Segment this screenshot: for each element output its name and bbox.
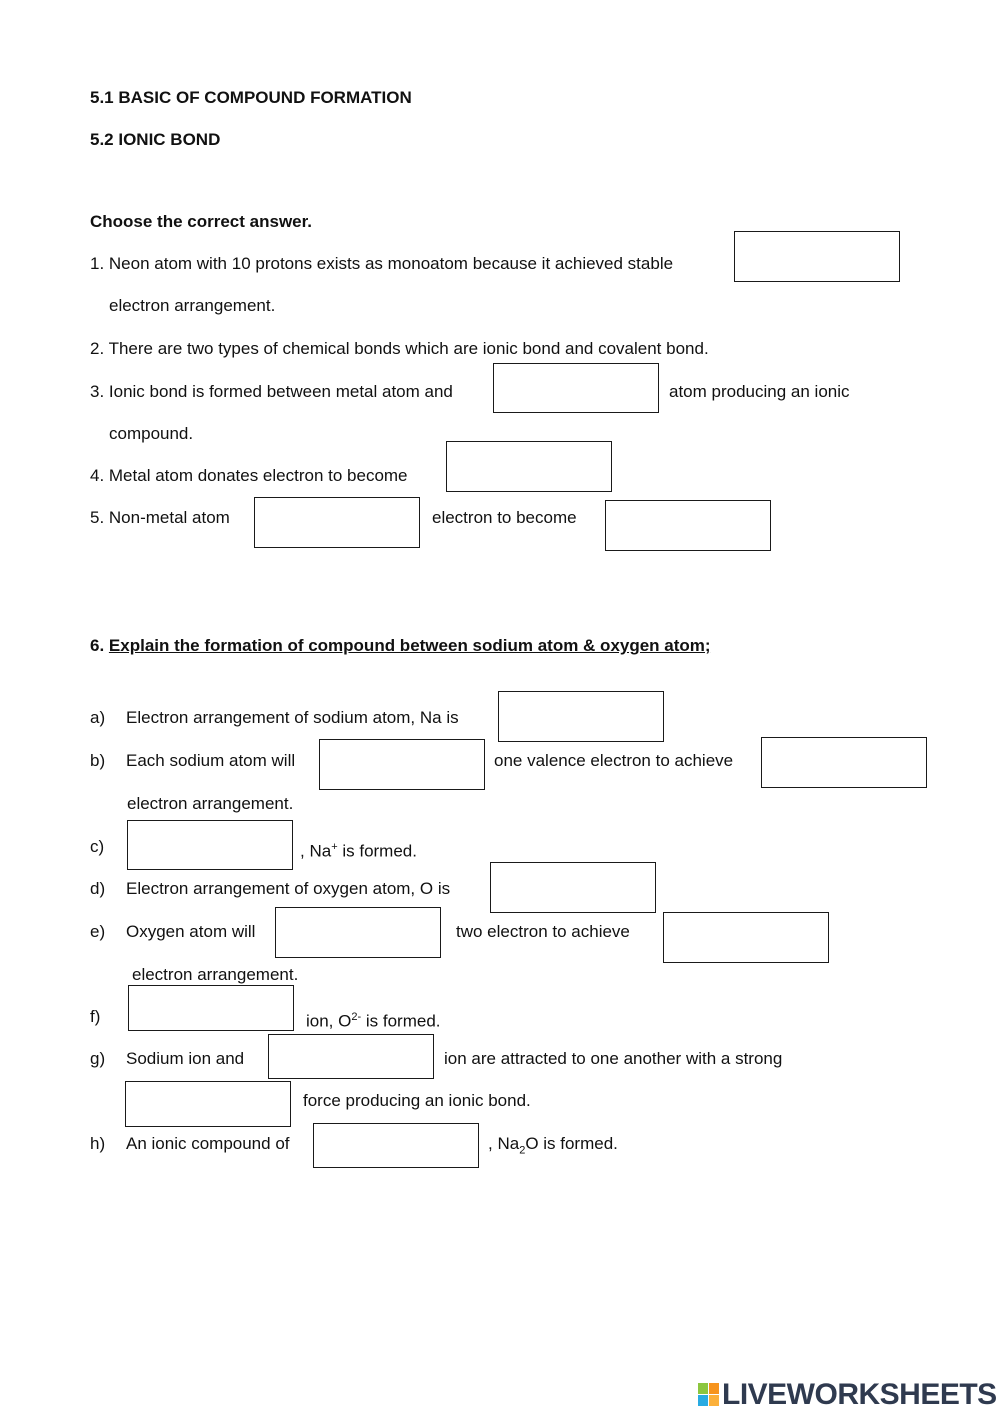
question-6-heading: [90, 636, 711, 656]
item-b-label: b): [90, 751, 106, 770]
answer-box-b-2[interactable]: [761, 737, 927, 788]
question-1-continuation: electron arrangement.: [109, 296, 276, 315]
answer-box-q3[interactable]: [493, 363, 659, 413]
question-1-text: 1. Neon atom with 10 protons exists as monoatom because it achieved stable: [90, 254, 674, 273]
heading-basic-compound-formation: 5.1 BASIC OF COMPOUND FORMATION: [90, 88, 412, 107]
item-b-text: Each sodium atom will: [126, 751, 296, 770]
logo-tile-yellow: [709, 1395, 719, 1406]
item-b-continuation: electron arrangement.: [127, 794, 294, 813]
answer-box-q4[interactable]: [446, 441, 612, 492]
answer-box-b-1[interactable]: [319, 739, 485, 790]
answer-box-g-2[interactable]: [125, 1081, 291, 1127]
answer-box-h[interactable]: [313, 1123, 479, 1168]
item-h-label: h): [90, 1134, 106, 1153]
logo-tile-green: [698, 1383, 708, 1394]
item-h-text: An ionic compound of: [126, 1134, 290, 1153]
item-f-text: [306, 1007, 441, 1032]
question-5-text-middle: electron to become: [432, 508, 577, 527]
answer-box-q1[interactable]: [734, 231, 900, 282]
answer-box-q5-1[interactable]: [254, 497, 420, 548]
question-6-number: 6.: [90, 636, 105, 655]
question-3-text-after: atom producing an ionic: [669, 382, 850, 401]
item-g-text: Sodium ion and: [126, 1049, 245, 1068]
item-g-text-middle: ion are attracted to one another with a strong: [444, 1049, 783, 1068]
answer-box-q5-2[interactable]: [605, 500, 771, 551]
item-c-label: c): [90, 837, 105, 856]
item-a-label: a): [90, 708, 106, 727]
item-h-text-post: O is formed.: [525, 1134, 618, 1153]
question-3-text: 3. Ionic bond is formed between metal atom and: [90, 382, 453, 401]
question-2-text: 2. There are two types of chemical bonds which are ionic bond and covalent bond.: [90, 339, 709, 358]
item-h-subscript: 2: [519, 1144, 526, 1157]
item-e-label: e): [90, 922, 106, 941]
heading-ionic-bond: 5.2 IONIC BOND: [90, 130, 221, 149]
answer-box-g-1[interactable]: [268, 1034, 434, 1079]
answer-box-a[interactable]: [498, 691, 664, 742]
answer-box-c[interactable]: [127, 820, 293, 870]
logo-tile-blue: [698, 1395, 708, 1406]
answer-box-e-2[interactable]: [663, 912, 829, 963]
item-h-text-after: [488, 1134, 618, 1160]
item-c-text-post: is formed.: [337, 841, 417, 861]
item-d-text: Electron arrangement of oxygen atom, O is: [126, 879, 451, 898]
answer-box-f[interactable]: [128, 985, 294, 1031]
item-f-text-pre: ion, O: [306, 1011, 352, 1031]
item-c-superscript: +: [331, 841, 338, 853]
item-e-text-middle: two electron to achieve: [456, 922, 630, 941]
item-e-text: Oxygen atom will: [126, 922, 256, 941]
question-4-text: 4. Metal atom donates electron to become: [90, 466, 408, 485]
item-d-label: d): [90, 879, 106, 898]
item-f-superscript: 2-: [351, 1011, 362, 1023]
item-f-text-post: is formed.: [361, 1011, 441, 1031]
item-c-text: [300, 837, 417, 862]
item-c-text-pre: , Na: [300, 841, 332, 861]
answer-box-d[interactable]: [490, 862, 656, 913]
liveworksheets-logo-icon: [698, 1383, 720, 1407]
answer-box-e-1[interactable]: [275, 907, 441, 958]
item-a-text: Electron arrangement of sodium atom, Na is: [126, 708, 459, 727]
logo-tile-orange: [709, 1383, 719, 1394]
question-6-title: Explain the formation of compound between sodium atom & oxygen atom;: [108, 636, 711, 655]
question-5-text: 5. Non-metal atom: [90, 508, 230, 527]
item-g-continuation: force producing an ionic bond.: [303, 1091, 531, 1110]
question-3-continuation: compound.: [109, 424, 194, 443]
instruction-text: Choose the correct answer.: [90, 212, 313, 231]
item-f-label: f): [90, 1007, 101, 1026]
item-g-label: g): [90, 1049, 106, 1068]
liveworksheets-logo-text: LIVEWORKSHEETS: [722, 1378, 997, 1411]
item-e-continuation: electron arrangement.: [132, 965, 299, 984]
item-h-text-pre: , Na: [488, 1134, 520, 1153]
item-b-text-middle: one valence electron to achieve: [494, 751, 734, 770]
